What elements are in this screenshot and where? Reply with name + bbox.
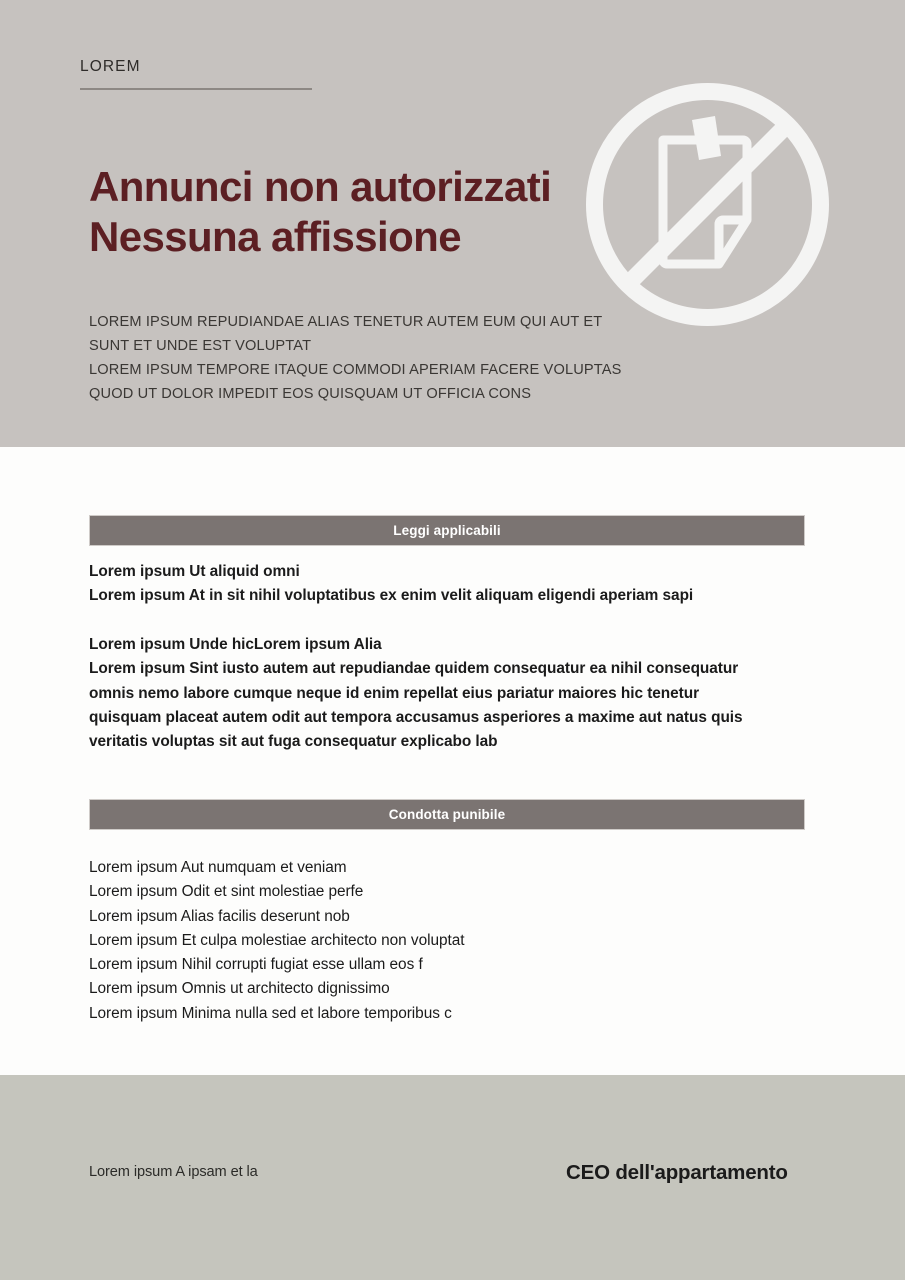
- subtitle: [89, 310, 629, 406]
- paragraph-line: Lorem ipsum Ut aliquid omni: [89, 563, 300, 580]
- eyebrow-divider: [80, 88, 312, 90]
- subtitle-line-2: SUNT ET UNDE EST VOLUPTAT: [89, 338, 312, 354]
- paragraph-line: quisquam placeat autem odit aut tempora accusamus asperiores a maxime aut natus quis: [89, 708, 743, 726]
- title-line-2: Nessuna affissione: [89, 213, 461, 260]
- subtitle-line-3: LOREM IPSUM TEMPORE ITAQUE COMMODI APERIAM FACERE VOLUPTAS: [89, 362, 622, 378]
- list-item: Lorem ipsum Nihil corrupti fugiat esse ullam eos f: [89, 956, 423, 974]
- section-header-condotta-punibile: [89, 799, 805, 830]
- page-title: [89, 162, 649, 262]
- paragraph-group-1: [89, 560, 789, 609]
- list-item: Lorem ipsum Alias facilis deserunt nob: [89, 907, 350, 925]
- paragraph-line: Lorem ipsum At in sit nihil voluptatibus ex enim velit aliquam eligendi aperiam sapi: [89, 587, 694, 605]
- header-band: [0, 0, 905, 447]
- section-header-leggi-applicabili: [89, 515, 805, 546]
- footer-note: Lorem ipsum A ipsam et la: [89, 1164, 258, 1180]
- paragraph-line: omnis nemo labore cumque neque id enim repellat eius pariatur maiores hic tenetur: [89, 684, 700, 702]
- eyebrow-label: LOREM: [80, 58, 141, 75]
- paragraph-group-2: [89, 633, 789, 754]
- conduct-list: [89, 856, 789, 1026]
- list-item: Lorem ipsum Odit et sint molestiae perfe: [89, 883, 364, 901]
- section-header-label: Leggi applicabili: [393, 523, 501, 538]
- paragraph-line: Lorem ipsum Unde hicLorem ipsum Alia: [89, 636, 382, 653]
- subtitle-line-1: LOREM IPSUM REPUDIANDAE ALIAS TENETUR AUTEM EUM QUI AUT ET: [89, 314, 603, 330]
- list-item: Lorem ipsum Et culpa molestiae architecto non voluptat: [89, 931, 465, 949]
- paragraph-line: veritatis voluptas sit aut fuga consequatur explicabo lab: [89, 733, 498, 751]
- list-item: Lorem ipsum Aut numquam et veniam: [89, 859, 347, 876]
- list-item: Lorem ipsum Omnis ut architecto dignissimo: [89, 980, 390, 998]
- main-content: [0, 447, 905, 1075]
- footer-band: [0, 1075, 905, 1280]
- section-header-label: Condotta punibile: [388, 807, 506, 822]
- title-line-1: Annunci non autorizzati: [89, 163, 552, 210]
- eyebrow: [80, 58, 312, 90]
- paragraph-line: Lorem ipsum Sint iusto autem aut repudiandae quidem consequatur ea nihil consequatur: [89, 660, 739, 678]
- list-item: Lorem ipsum Minima nulla sed et labore temporibus c: [89, 1004, 452, 1022]
- footer-role: CEO dell'appartamento: [566, 1161, 788, 1184]
- subtitle-line-4: QUOD UT DOLOR IMPEDIT EOS QUISQUAM UT OFFICIA CONS: [89, 386, 532, 402]
